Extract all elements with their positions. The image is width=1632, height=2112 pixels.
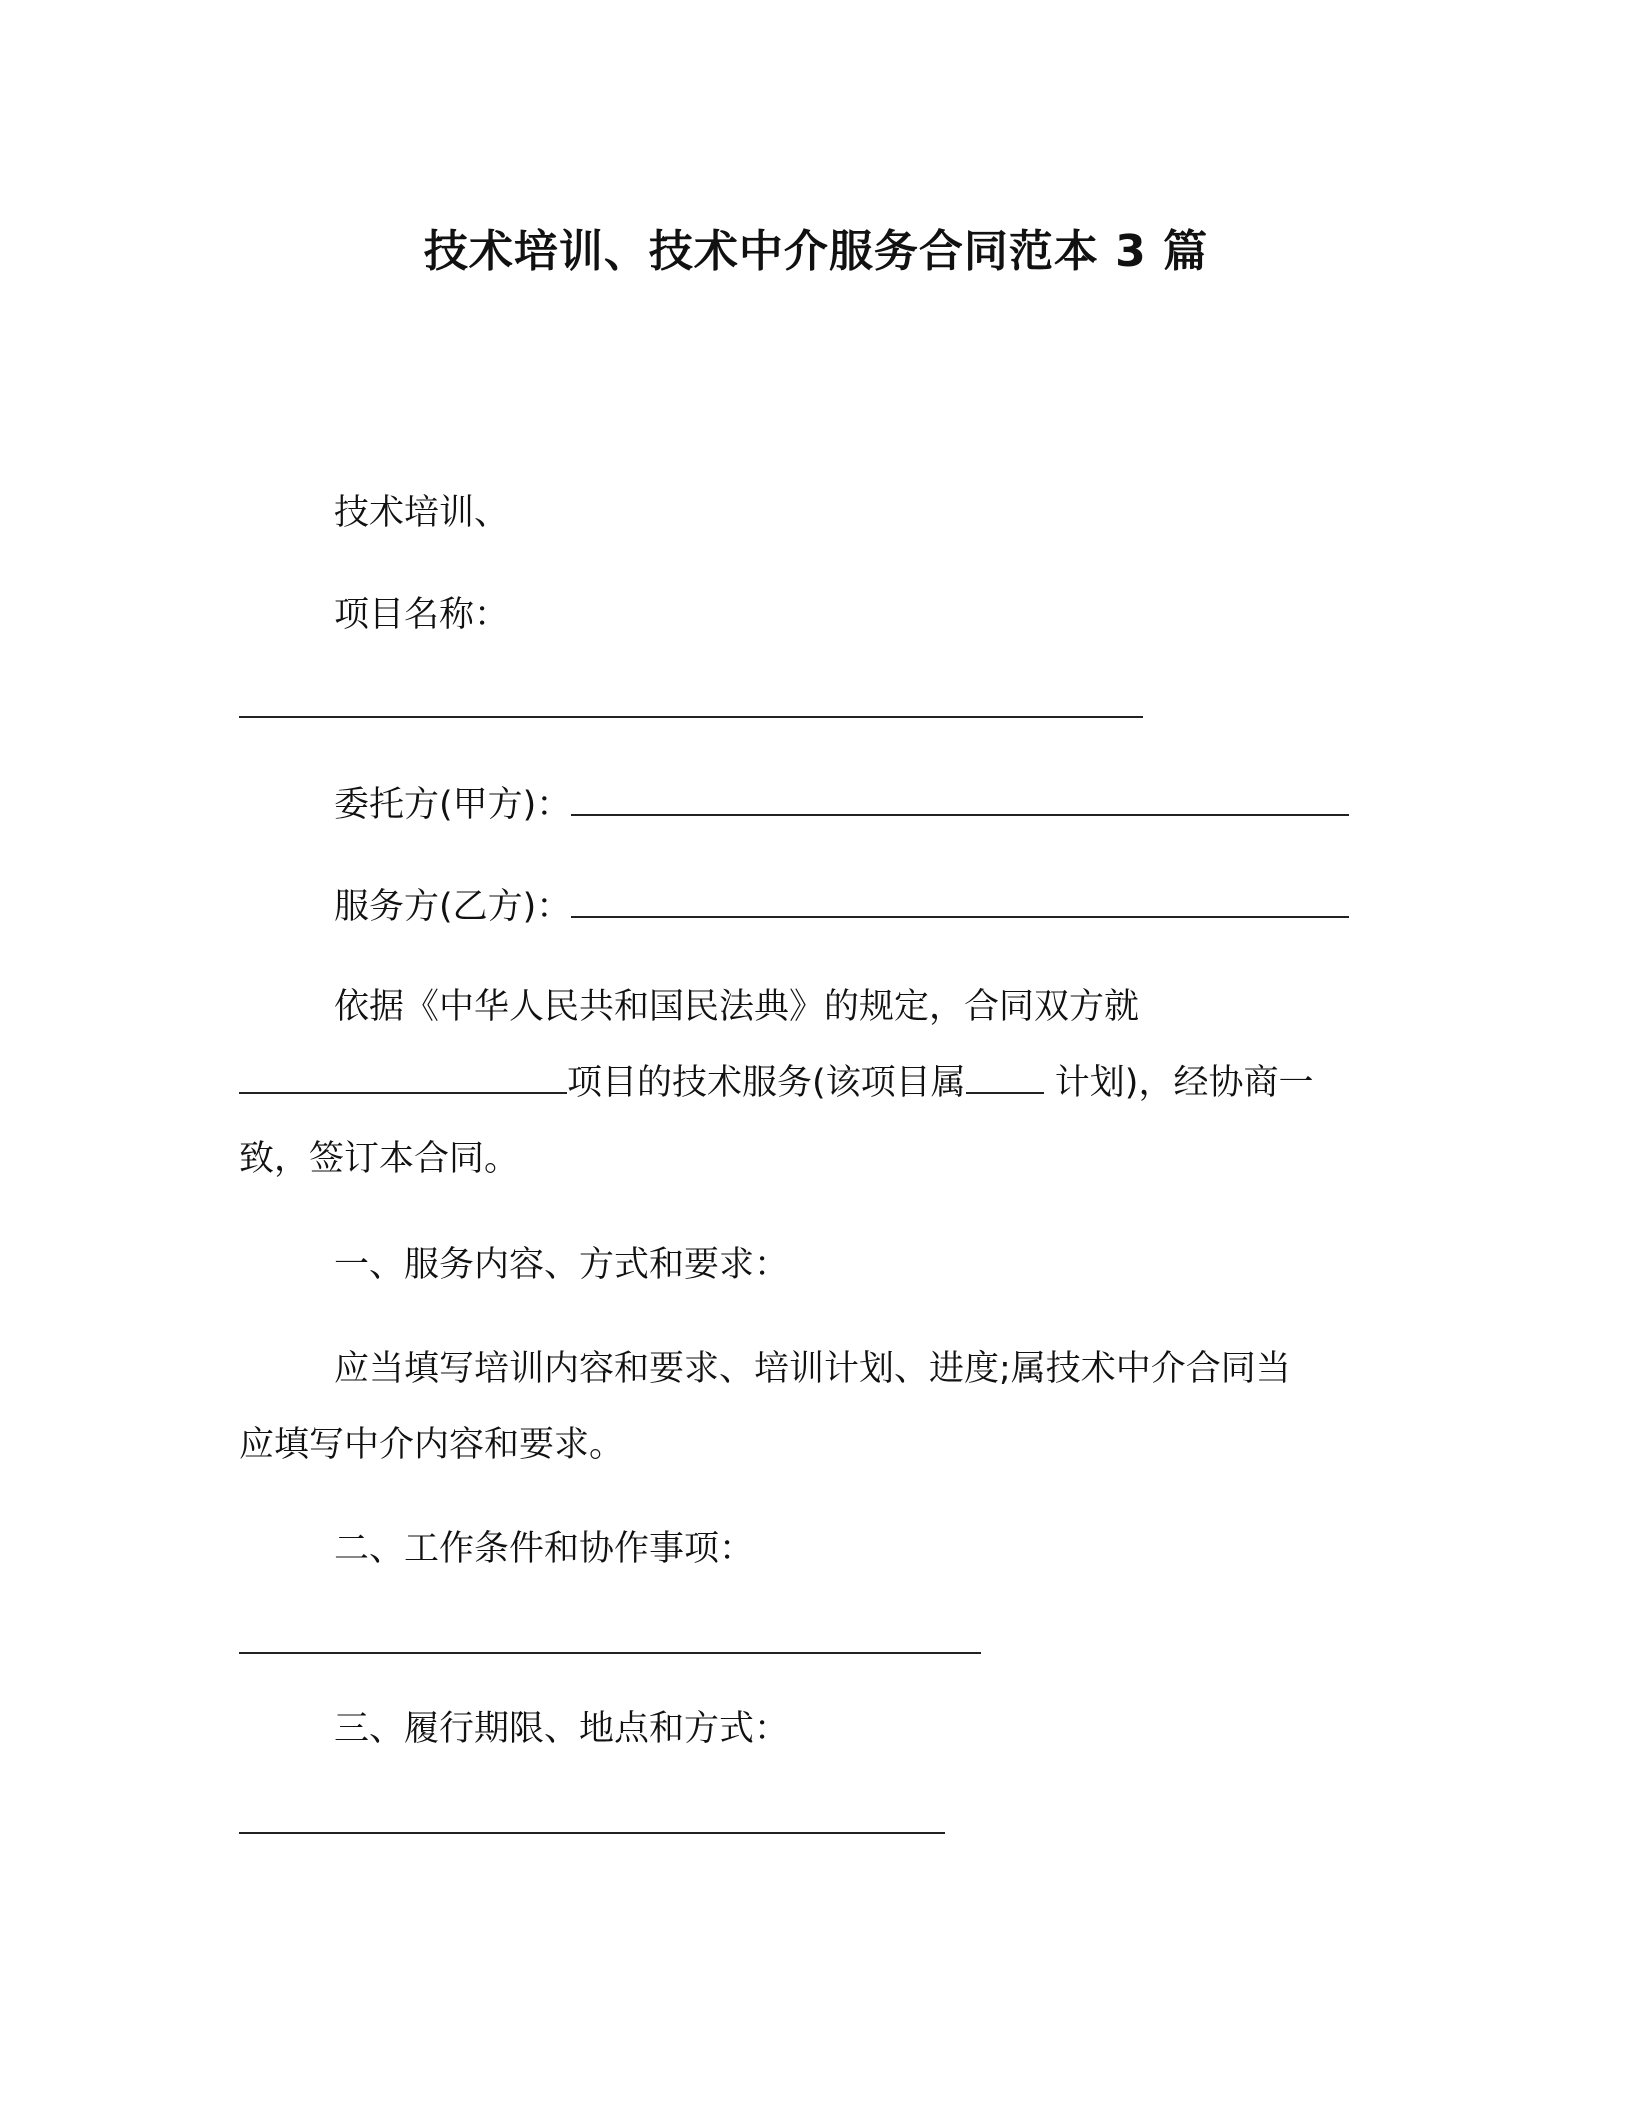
- provider-blank: [571, 886, 1349, 918]
- basis-line-3: 致，签订本合同。: [239, 1139, 520, 1179]
- client-blank: [571, 784, 1349, 816]
- section-1-heading: 一、服务内容、方式和要求：: [334, 1245, 790, 1285]
- basis-line-2: [239, 1058, 1313, 1108]
- section-1-body-line-2: 应填写中介内容和要求。: [239, 1425, 625, 1465]
- project-name-blank: [239, 716, 1143, 718]
- basis-line-2-part2: 计划)，经协商一: [1054, 1063, 1314, 1103]
- heading-training: 技术培训、: [334, 493, 510, 533]
- client-label: 委托方(甲方)：: [334, 785, 572, 825]
- section-3-blank: [239, 1832, 945, 1834]
- client-row: [334, 780, 1349, 830]
- section-2-blank: [239, 1652, 981, 1654]
- section-1-body-line-1: 应当填写培训内容和要求、培训计划、进度;属技术中介合同当: [334, 1349, 1291, 1389]
- document-title: 技术培训、技术中介服务合同范本 3 篇: [423, 226, 1209, 277]
- provider-row: [334, 882, 1349, 932]
- basis-line-2-part1: 项目的技术服务(该项目属: [567, 1063, 966, 1103]
- project-name-label: 项目名称：: [334, 595, 510, 635]
- section-3-heading: 三、履行期限、地点和方式：: [334, 1709, 790, 1749]
- basis-line-1: 依据《中华人民共和国民法典》的规定，合同双方就: [334, 987, 1140, 1027]
- provider-label: 服务方(乙方)：: [334, 887, 572, 927]
- plan-blank: [966, 1062, 1044, 1094]
- project-blank: [239, 1062, 567, 1094]
- section-2-heading: 二、工作条件和协作事项：: [334, 1529, 755, 1569]
